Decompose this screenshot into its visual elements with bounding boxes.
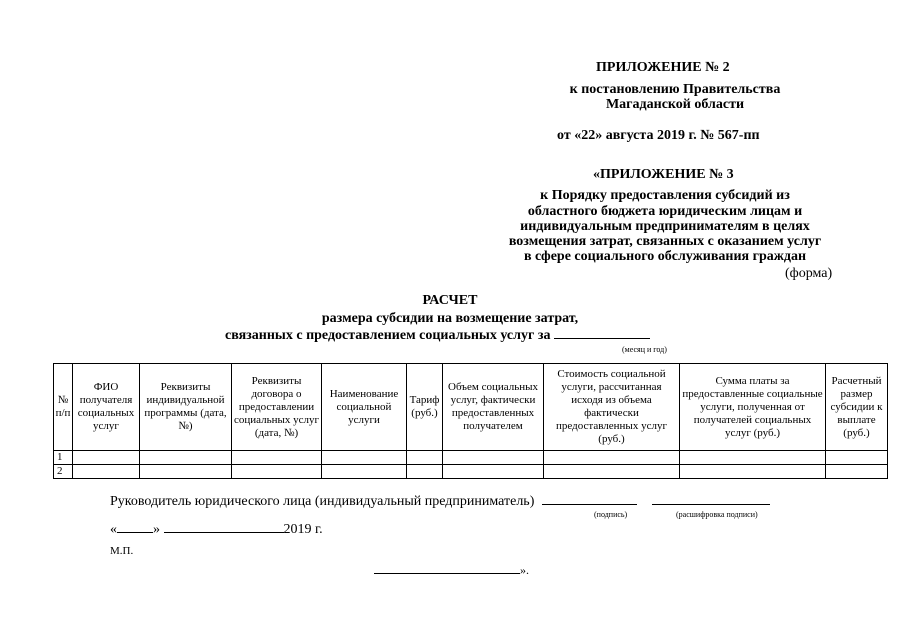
period-hint: (месяц и год)	[622, 345, 667, 354]
col-header-subsidy: Расчетный размер субсидии к выплате (руб.)	[826, 364, 888, 451]
form-label: (форма)	[785, 266, 833, 281]
calc-title: РАСЧЕТ	[422, 293, 478, 308]
day-blank[interactable]	[117, 520, 153, 533]
month-blank[interactable]	[164, 520, 284, 533]
table-cell[interactable]	[407, 451, 443, 465]
appendix3-line-2: областного бюджета юридическим лицам и	[527, 204, 803, 219]
col-header-payment: Сумма платы за предоставленные социальные услуги, полученная от получателей социальных услуг (руб.)	[680, 364, 826, 451]
table-cell[interactable]	[140, 465, 232, 479]
col-header-volume: Объем социальных услуг, фактически предоставленных получателем	[443, 364, 544, 451]
table-cell[interactable]	[544, 451, 680, 465]
date-year: 2019 г.	[283, 522, 323, 537]
decode-blank[interactable]	[652, 492, 770, 505]
stamp-label: М.П.	[110, 545, 134, 557]
date-open-quote: «	[110, 522, 117, 537]
appendix3-line-4: возмещения затрат, связанных с оказанием услуг	[508, 234, 822, 249]
table-cell[interactable]	[680, 465, 826, 479]
appendix-title: ПРИЛОЖЕНИЕ № 2	[596, 60, 730, 75]
closing-blank[interactable]	[374, 563, 520, 574]
table-cell[interactable]	[140, 451, 232, 465]
table-cell[interactable]	[826, 451, 888, 465]
table-cell[interactable]	[443, 451, 544, 465]
table-cell[interactable]	[232, 465, 322, 479]
date-line	[110, 520, 323, 538]
row-number: 2	[54, 465, 73, 479]
head-label: Руководитель юридического лица (индивидуальный предприниматель)	[110, 494, 535, 509]
calc-subtitle-2	[225, 327, 650, 344]
appendix-line-2: Магаданской области	[605, 97, 745, 112]
appendix3-title: «ПРИЛОЖЕНИЕ № 3	[593, 167, 734, 182]
appendix3-line-1: к Порядку предоставления субсидий из	[540, 188, 790, 203]
col-header-program: Реквизиты индивидуальной программы (дата, №)	[140, 364, 232, 451]
table-row	[54, 465, 888, 479]
date-close-quote: »	[153, 522, 160, 537]
appendix-date: от «22» августа 2019 г. № 567-пп	[557, 128, 760, 143]
col-header-service-name: Наименование социальной услуги	[322, 364, 407, 451]
table-header-row	[54, 364, 888, 451]
table-cell[interactable]	[826, 465, 888, 479]
signature-blank[interactable]	[542, 492, 637, 505]
closing-line	[374, 563, 529, 577]
table-cell[interactable]	[322, 465, 407, 479]
col-header-contract: Реквизиты договора о предоставлении социальных услуг (дата, №)	[232, 364, 322, 451]
col-header-cost: Стоимость социальной услуги, рассчитанная исходя из объема фактически предоставленных услуг (руб.)	[544, 364, 680, 451]
table-row	[54, 451, 888, 465]
table-cell[interactable]	[322, 451, 407, 465]
head-signature-line	[110, 492, 770, 510]
col-header-tariff: Тариф (руб.)	[407, 364, 443, 451]
col-header-number: № п/п	[54, 364, 73, 451]
row-number: 1	[54, 451, 73, 465]
table-cell[interactable]	[407, 465, 443, 479]
table-cell[interactable]	[544, 465, 680, 479]
closing-quote: ».	[520, 563, 529, 577]
table-cell[interactable]	[73, 451, 140, 465]
table-cell[interactable]	[73, 465, 140, 479]
appendix3-line-3: индивидуальным предпринимателям в целях	[520, 219, 810, 234]
signature-hint: (подпись)	[594, 510, 628, 519]
decode-hint: (расшифровка подписи)	[676, 510, 758, 519]
subsidy-table	[53, 363, 888, 479]
col-header-recipient: ФИО получателя социальных услуг	[73, 364, 140, 451]
period-blank[interactable]	[554, 327, 650, 339]
calc-subtitle-2-text: связанных с предоставлением социальных услуг за	[225, 328, 551, 343]
appendix-line-1: к постановлению Правительства	[569, 82, 781, 97]
table-cell[interactable]	[232, 451, 322, 465]
table-cell[interactable]	[443, 465, 544, 479]
calc-subtitle-1: размера субсидии на возмещение затрат,	[321, 311, 579, 326]
appendix3-line-5: в сфере социального обслуживания граждан	[523, 249, 807, 264]
table-cell[interactable]	[680, 451, 826, 465]
